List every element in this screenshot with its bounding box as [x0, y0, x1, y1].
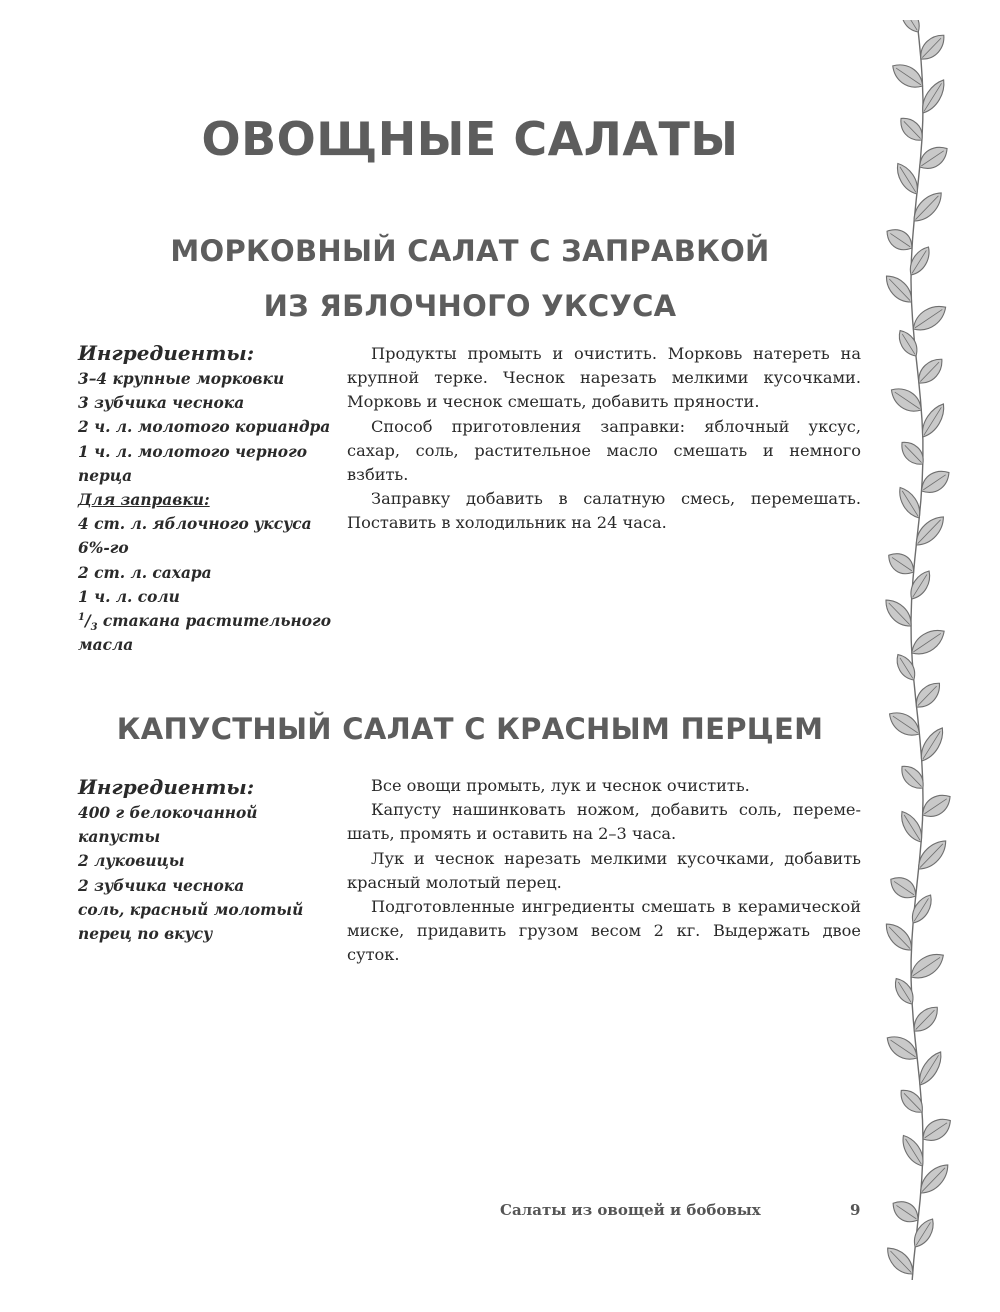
dressing-heading: Для заправки: [78, 491, 210, 510]
leaf-shape [897, 20, 924, 36]
recipe-title-line: МОРКОВНЫЙ САЛАТ С ЗАПРАВКОЙ [170, 234, 770, 268]
fraction-rest: стакана растительного [97, 612, 331, 631]
ingredient-line: 2 зубчика чеснока [78, 876, 245, 895]
ingredient-line: 1 ч. л. молотого черного [78, 442, 307, 461]
ingredient-line: 2 луковицы [78, 852, 185, 871]
ingredient-line: 3 зубчика чеснока [78, 394, 245, 413]
ingredient-line: 6%-го [78, 539, 129, 558]
method-paragraph: Лук и чеснок нарезать мелкими кусочками, добавить красный молотый перец. [347, 848, 861, 892]
ingredient-line: капусты [78, 828, 161, 847]
recipe-title-line: ИЗ ЯБЛОЧНОГО УКСУСА [263, 289, 677, 323]
method-carrot-salad [347, 342, 861, 536]
method-paragraph: Капусту нашинковать ножом, добавить соль, перемешать, промять и оставить на 2–3 часа. [347, 800, 861, 844]
leaf-group [880, 20, 955, 1280]
ingredient-line: 400 г белокочанной [78, 804, 258, 822]
ingredients-heading: Ингредиенты: [78, 341, 255, 365]
fraction-numerator: 1 [78, 611, 85, 623]
method-cabbage-salad [347, 774, 861, 968]
ingredient-line: масла [78, 636, 134, 655]
method-paragraph: Подготовленные ингредиенты смешать в керамической миске, придавить грузом весом 2 кг. Выдержать двое суток. [347, 897, 861, 965]
method-paragraph: Способ приготовления заправки: яблочный уксус, сахар, соль, растительное масло смешать и немного взбить. [347, 416, 861, 485]
leaf-border-icon [870, 20, 965, 1290]
page-number: 9 [850, 1201, 861, 1219]
ingredients-list-carrot-salad [78, 340, 340, 657]
recipe-title-carrot-salad [0, 224, 940, 334]
ingredient-line: перец по вкусу [78, 925, 213, 944]
ingredient-line: соль, красный молотый [78, 900, 304, 919]
method-paragraph: Продукты промыть и очистить. Морковь натереть на крупной терке. Чеснок нарезать мелкими кусочками. Морковь и чеснок смешать, добавить пряности. [347, 344, 861, 412]
ingredient-line: 4 ст. л. яблочного уксуса [78, 515, 312, 534]
ingredients-list-cabbage-salad [78, 774, 340, 946]
ingredient-line: 1 ч. л. соли [78, 587, 180, 606]
page-title: ОВОЩНЫЕ САЛАТЫ [201, 112, 739, 166]
ingredient-line: 2 ч. л. молотого кориандра [78, 418, 331, 437]
method-paragraph: Заправку добавить в салатную смесь, перемешать. Поставить в холодильник на 24 часа. [347, 489, 861, 533]
ingredient-line: 3–4 крупные морковки [78, 370, 285, 388]
ingredients-heading: Ингредиенты: [78, 775, 255, 799]
ingredient-line: перца [78, 466, 133, 485]
method-paragraph: Все овощи промыть, лук и чеснок очистить. [371, 776, 750, 795]
fraction-denominator: 3 [90, 622, 98, 634]
footer-section-title: Салаты из овощей и бобовых [500, 1201, 761, 1219]
ingredient-line: 2 ст. л. сахара [78, 563, 212, 582]
recipe-title-cabbage-salad: КАПУСТНЫЙ САЛАТ С КРАСНЫМ ПЕРЦЕМ [116, 712, 824, 746]
ingredient-line-fraction: $^1/_3$ стакана растительного [78, 611, 331, 634]
